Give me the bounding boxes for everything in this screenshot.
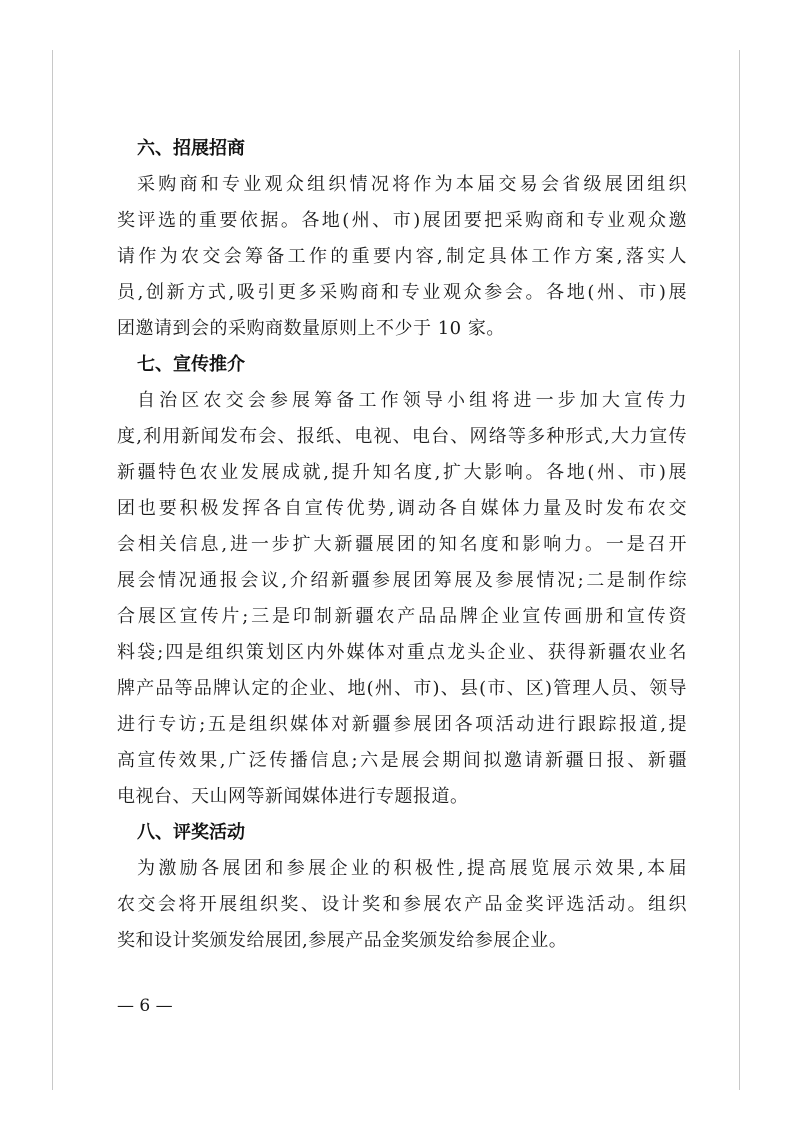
text-line: 牌产品等品牌认定的企业、地(州、市)、县(市、区)管理人员、领导 [117,678,687,699]
text-line: 员,创新方式,吸引更多采购商和专业观众参会。各地(州、市)展 [117,282,687,303]
text-line: 采购商和专业观众组织情况将作为本届交易会省级展团组织 [137,174,687,195]
document-body [117,131,687,959]
text-line: 新疆特色农业发展成就,提升知名度,扩大影响。各地(州、市)展 [117,462,687,483]
right-margin-line [739,50,740,1090]
text-line: 展会情况通报会议,介绍新疆参展团筹展及参展情况;二是制作综 [117,570,687,591]
text-line: 会相关信息,进一步扩大新疆展团的知名度和影响力。一是召开 [117,534,687,555]
text-line: 度,利用新闻发布会、报纸、电视、电台、网络等多种形式,大力宣传 [117,426,687,447]
text-line: 为激励各展团和参展企业的积极性,提高展览展示效果,本届 [137,858,687,879]
text-line: 请作为农交会筹备工作的重要内容,制定具体工作方案,落实人 [117,246,687,267]
section-heading: 六、招展招商 [137,138,245,159]
text-line: 合展区宣传片;三是印制新疆农产品品牌企业宣传画册和宣传资 [117,606,687,627]
left-margin-line [52,50,53,1090]
section-heading: 七、宣传推介 [137,354,245,375]
page-number: — 6 — [117,996,173,1016]
section-heading: 八、评奖活动 [137,822,245,843]
text-line: 进行专访;五是组织媒体对新疆参展团各项活动进行跟踪报道,提 [117,714,687,735]
text-line: 奖评选的重要依据。各地(州、市)展团要把采购商和专业观众邀 [117,210,687,231]
section-paragraph [117,851,687,959]
text-line: 奖和设计奖颁发给展团,参展产品金奖颁发给参展企业。 [117,930,568,951]
text-line: 团邀请到会的采购商数量原则上不少于 10 家。 [117,318,505,339]
text-line: 自治区农交会参展筹备工作领导小组将进一步加大宣传力 [137,390,687,411]
text-line: 团也要积极发挥各自宣传优势,调动各自媒体力量及时发布农交 [117,498,687,519]
text-line: 高宣传效果,广泛传播信息;六是展会期间拟邀请新疆日报、新疆 [117,750,687,771]
section-paragraph [117,167,687,347]
text-line: 电视台、天山网等新闻媒体进行专题报道。 [117,786,469,807]
text-line: 农交会将开展组织奖、设计奖和参展农产品金奖评选活动。组织 [117,894,687,915]
text-line: 料袋;四是组织策划区内外媒体对重点龙头企业、获得新疆农业名 [117,642,687,663]
section-paragraph [117,383,687,815]
